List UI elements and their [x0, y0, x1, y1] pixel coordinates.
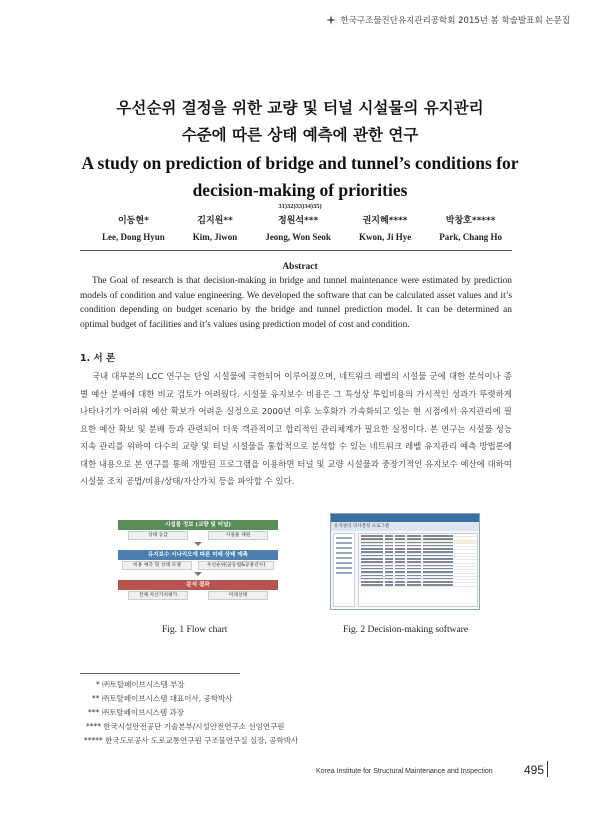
software-screenshot-figure: [330, 513, 480, 610]
korean-title: [0, 95, 600, 149]
abstract-heading: Abstract: [282, 262, 318, 272]
author-korean-name: 권지혜****: [362, 216, 408, 226]
author-korean-name: 김지원**: [197, 216, 233, 226]
flow-band-facility-info: 시설물 정보 (교량 및 터널): [118, 520, 278, 530]
section-heading: 1. 서 론: [80, 353, 116, 364]
flow-cell: 시설물 제원: [208, 531, 268, 540]
korean-title-line2: 수준에 따른 상태 예측에 관한 연구: [181, 126, 419, 144]
window-title: 유지관리 의사결정 프로그램: [331, 522, 479, 531]
figure2-caption: Fig. 2 Decision-making software: [343, 625, 469, 635]
author-korean-name: 정원석***: [278, 216, 319, 226]
footnote: **** 한국시설안전공단 기술본부/시설안전연구소 선임연구원: [86, 722, 285, 731]
footnote-list: [84, 678, 298, 748]
footer-organization: Korea Institute for Structural Maintenance and Inspection: [316, 768, 493, 775]
leaf-icon: [326, 15, 336, 25]
journal-name: 한국구조물진단유지관리공학회 2015년 봄 학술발표회 논문집: [340, 16, 570, 26]
flow-arrow-icon: [194, 572, 202, 576]
window-titlebar: [331, 514, 479, 522]
english-title-line2: decision-making of priorities: [192, 180, 408, 200]
software-sidebar: [333, 533, 355, 607]
footnote-divider: [80, 673, 240, 674]
section-body: 국내 대부분의 LCC 연구는 단일 시설물에 국한되어 이루어졌으며, 네트워크 레벨의 시설물 군에 대한 분석이나 종별 예산 분배에 대한 비교 검토가 어려웠다. 시설물 유지보수 비용은 그 특성상 투입비용의 가시적인 성과가 뚜렷하게 나타나기가 어려워 예산 확보가 어려운 실정으로 2000년 이후 노후화가 가속화되고 있는 현 시점에서 유지관리에 필요한 예산 확보 및 분배 등과 관련되어 더욱 객관적이고 합리적인 관리체계가 필요한 실정이다. 본 연구는 시설물 성능 지속 관리를 위하여 다수의 교량 및 터널 시설물을 통합적으로 분석할 수 있는 네트워크 레벨 유지관리 예측 방법론에 대한 내용으로 본 연구를 통해 개발된 프로그램을 이용하면 터널 및 교량 시설물과 중장기적인 유지보수 예산에 대하여 시설물 조치 공법/비용/상태/자산가치 등을 파악할 수 있다.: [80, 371, 512, 486]
title-divider: [80, 250, 512, 251]
footnote: ***** 한국도로공사 도로교통연구원 구조물연구실 실장, 공학박사: [84, 736, 299, 745]
flow-chart-figure: [118, 515, 278, 610]
author-list: [102, 214, 502, 246]
flow-cell: 우선순위(균등법&공용년수): [198, 561, 274, 570]
footnote: ** ㈜토탈페이브시스템 대표이사, 공학박사: [92, 694, 233, 703]
grid-row: [359, 583, 477, 586]
flow-arrow-icon: [194, 542, 202, 546]
journal-header: [326, 14, 570, 26]
english-title: [0, 150, 600, 204]
affiliation-marks: 31)32)33)34)35): [278, 203, 322, 210]
flow-cell: 상태 등급: [128, 531, 188, 540]
flow-cell: 전체 자산가치평가: [128, 591, 188, 600]
footnote: * ㈜토탈페이브시스템 부장: [96, 680, 185, 689]
author-korean-name: 박창호*****: [445, 216, 496, 226]
footer-divider: [547, 761, 548, 777]
author-korean-name: 이동현*: [117, 216, 149, 226]
author-english-name: Lee, Dong Hyun: [102, 232, 165, 242]
author-english-name: Kim, Jiwon: [192, 232, 238, 242]
author: [102, 214, 165, 246]
page-number: 495: [524, 763, 545, 777]
software-data-grid: [358, 533, 478, 607]
author: [439, 214, 502, 246]
abstract-text: The Goal of research is that decision-making in bridge and tunnel maintenance were estimated by prediction models of condition and value engineering. We developed the software that can be calculated asset values and it’s condition depending on budget scenario by the bridge and tunnel prediction model. It can be determined an optimal budget of facilities and it’s values using prediction model of cost and condition.: [80, 276, 512, 330]
flow-cell: 비용 예측 및 상태 모델: [122, 561, 192, 570]
footnote: *** ㈜토탈페이브시스템 과장: [88, 708, 184, 717]
author-english-name: Park, Chang Ho: [439, 232, 502, 242]
author: [193, 214, 238, 246]
author: [359, 214, 411, 246]
author: [265, 214, 331, 246]
flow-band-results: 분석 결과: [118, 580, 278, 590]
english-title-line1: A study on prediction of bridge and tunnel’s conditions for: [81, 153, 519, 173]
korean-title-line1: 우선순위 결정을 위한 교량 및 터널 시설물의 유지관리: [116, 99, 484, 117]
author-english-name: Jeong, Won Seok: [265, 232, 331, 242]
flow-band-prediction: 유지보수 시나리오에 따른 미래 상태 예측: [118, 550, 278, 560]
figure1-caption: Fig. 1 Flow chart: [162, 625, 228, 635]
author-english-name: Kwon, Ji Hye: [358, 232, 412, 242]
flow-cell: 미래상태: [208, 591, 268, 600]
